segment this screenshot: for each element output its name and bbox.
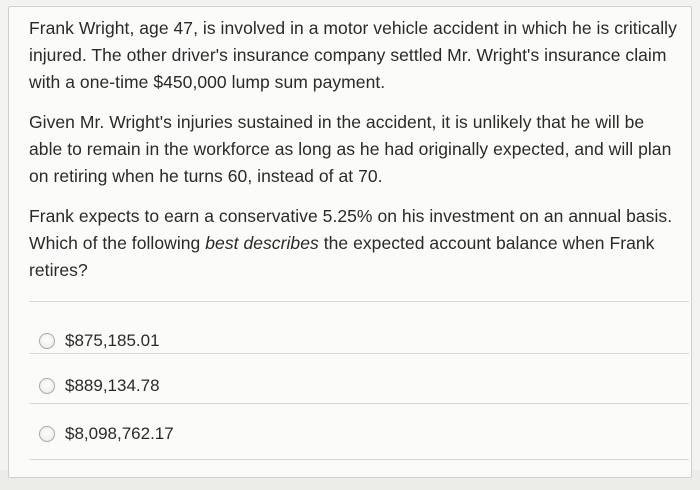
answer-choice-label: $8,098,762.17	[65, 424, 174, 443]
question-paragraph-1: Frank Wright, age 47, is involved in a motor vehicle accident in which he is critically injured. The other driver's insurance company settled Mr. Wright's insurance claim with a one-time $450,000 lump sum payment.	[29, 18, 677, 92]
radio-button-icon[interactable]	[39, 378, 55, 394]
answer-choice-label: $889,134.78	[65, 376, 160, 395]
answer-choice-2[interactable]	[39, 373, 160, 399]
question-card	[8, 6, 692, 478]
divider	[29, 459, 689, 460]
question-paragraph-3-end: the expected account balance when Frank retires?	[29, 233, 655, 280]
question-paragraph-2: Given Mr. Wright's injuries sustained in the accident, it is unlikely that he will be able to remain in the workforce as long as he had originally expected, and will plan on retiring when he turns 60, instead of at 70.	[29, 112, 672, 186]
answer-choice-label: $875,185.01	[65, 331, 160, 350]
divider	[29, 353, 689, 354]
divider	[29, 403, 689, 404]
question-paragraph-3	[29, 203, 679, 284]
question-paragraph-3-start: Frank expects to earn a conservative 5.25% on his investment on an annual basis. Which of the following	[29, 206, 673, 253]
radio-button-icon[interactable]	[39, 426, 55, 442]
answer-choice-1[interactable]	[39, 328, 160, 354]
answer-choice-3[interactable]	[39, 421, 174, 447]
question-text	[29, 15, 679, 297]
question-emphasis: best describes	[205, 233, 319, 253]
radio-button-icon[interactable]	[39, 333, 55, 349]
divider	[29, 301, 689, 302]
